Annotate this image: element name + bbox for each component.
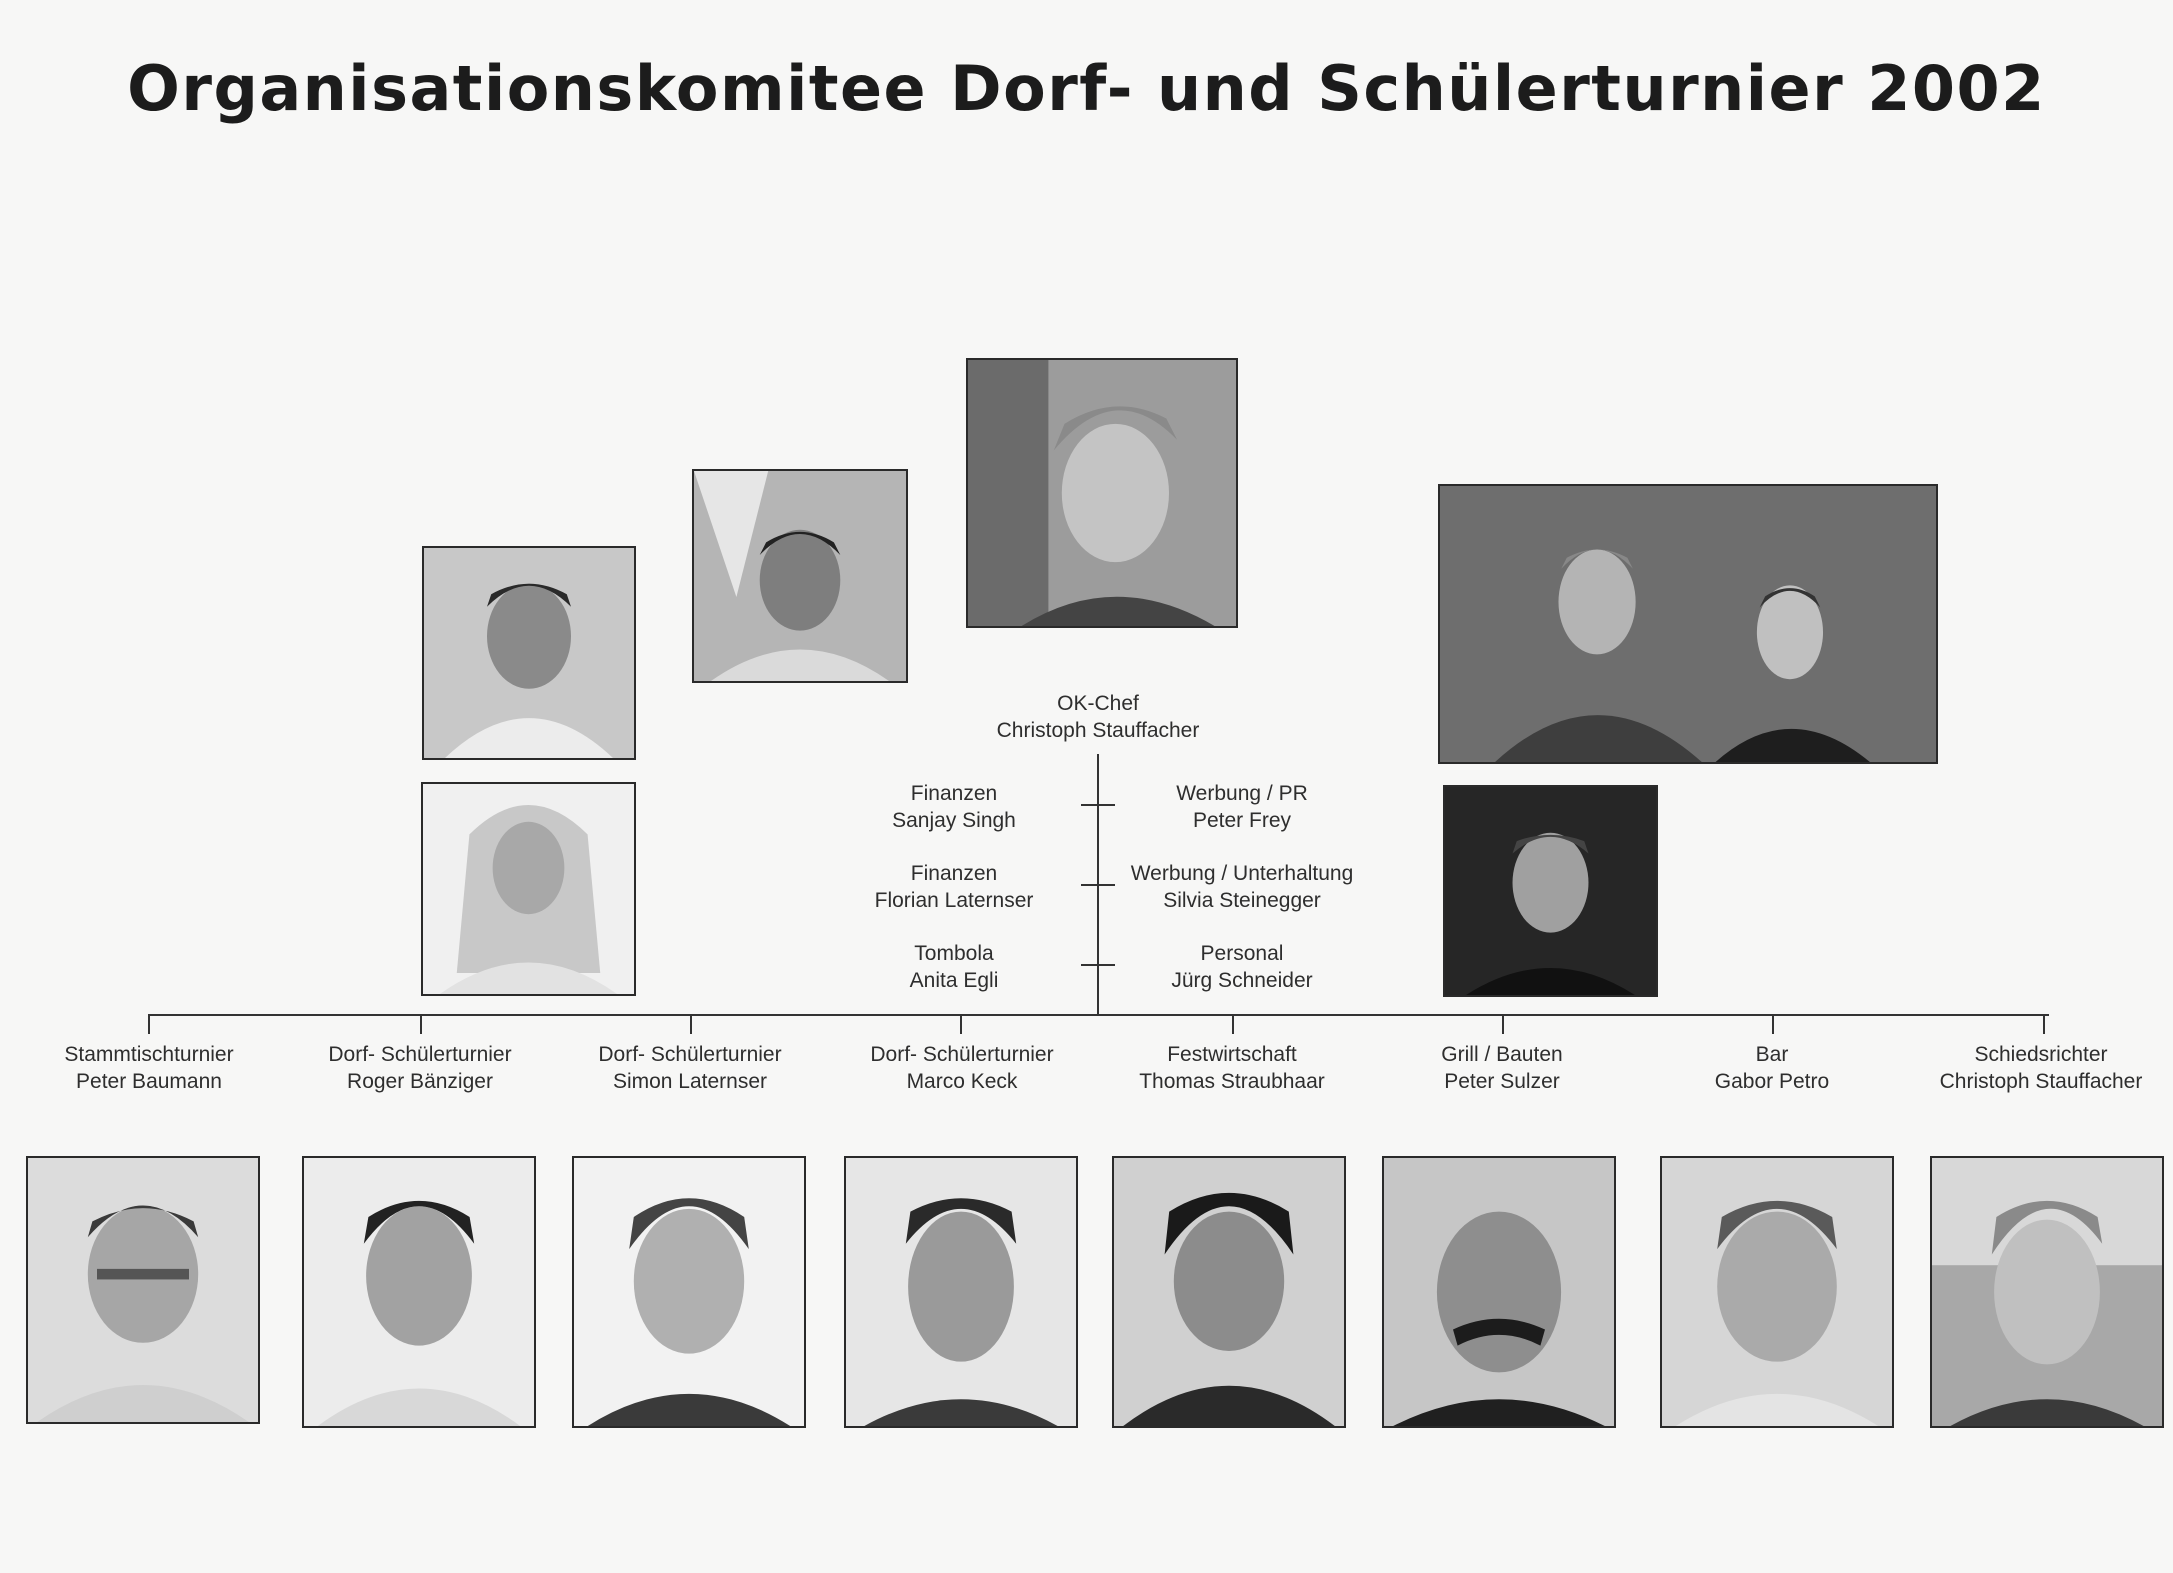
department-drop-line <box>1502 1014 1504 1034</box>
department-label <box>1914 1041 2168 1095</box>
department-drop-line <box>960 1014 962 1034</box>
department-label <box>1652 1041 1892 1095</box>
org-branch-tick <box>1081 884 1115 886</box>
department-name: Thomas Straubhaar <box>1139 1070 1325 1093</box>
org-branch-tick <box>1081 804 1115 806</box>
department-drop-line <box>2043 1014 2045 1034</box>
org-branch-tick <box>1081 964 1115 966</box>
department-label <box>29 1041 269 1095</box>
department-name: Marco Keck <box>906 1070 1018 1093</box>
department-portrait <box>1112 1156 1346 1428</box>
staff-role: Werbung / Unterhaltung <box>1130 862 1354 885</box>
staff-name: Sanjay Singh <box>892 809 1016 832</box>
department-portrait <box>26 1156 260 1424</box>
department-name: Christoph Stauffacher <box>1939 1070 2143 1093</box>
staff-name: Peter Frey <box>1192 809 1292 832</box>
department-label <box>300 1041 540 1095</box>
portrait-photo <box>966 358 1238 628</box>
department-portrait <box>572 1156 806 1428</box>
staff-role: Finanzen <box>910 862 998 885</box>
staff-name: Jürg Schneider <box>1171 969 1313 992</box>
department-name: Gabor Petro <box>1714 1070 1830 1093</box>
staff-name: Anita Egli <box>909 969 999 992</box>
chief-label <box>938 690 1258 744</box>
department-label <box>842 1041 1082 1095</box>
department-name: Peter Sulzer <box>1444 1070 1560 1093</box>
department-drop-line <box>1232 1014 1234 1034</box>
portrait-photo <box>1443 785 1658 997</box>
page-title: Organisationskomitee Dorf- und Schülerturnier 2002 <box>127 52 2046 125</box>
staff-label-right <box>1112 860 1372 914</box>
staff-role: Finanzen <box>910 782 998 805</box>
department-portrait <box>302 1156 536 1428</box>
department-role: Dorf- Schülerturnier <box>870 1043 1054 1066</box>
department-label <box>1382 1041 1622 1095</box>
staff-label-left <box>834 780 1074 834</box>
department-portrait <box>1382 1156 1616 1428</box>
staff-role: Tombola <box>914 942 994 965</box>
department-label <box>570 1041 810 1095</box>
staff-label-right <box>1112 940 1372 994</box>
department-role: Festwirtschaft <box>1167 1043 1297 1066</box>
department-role: Dorf- Schülerturnier <box>598 1043 782 1066</box>
department-name: Roger Bänziger <box>347 1070 493 1093</box>
portrait-photo <box>692 469 908 683</box>
department-role: Bar <box>1755 1043 1789 1066</box>
department-label <box>1112 1041 1352 1095</box>
department-drop-line <box>420 1014 422 1034</box>
chief-name: Christoph Stauffacher <box>996 719 1200 742</box>
department-role: Grill / Bauten <box>1441 1043 1563 1066</box>
department-bar-line <box>148 1014 2049 1016</box>
staff-name: Florian Laternser <box>874 889 1034 912</box>
group-photo <box>1438 484 1938 764</box>
department-role: Dorf- Schülerturnier <box>328 1043 512 1066</box>
staff-role: Werbung / PR <box>1176 782 1308 805</box>
department-drop-line <box>690 1014 692 1034</box>
staff-label-right <box>1112 780 1372 834</box>
department-portrait <box>1930 1156 2164 1428</box>
department-drop-line <box>148 1014 150 1034</box>
portrait-photo <box>421 782 636 996</box>
department-portrait <box>844 1156 1078 1428</box>
portrait-photo <box>422 546 636 760</box>
department-drop-line <box>1772 1014 1774 1034</box>
staff-name: Silvia Steinegger <box>1163 889 1321 912</box>
department-name: Peter Baumann <box>76 1070 222 1093</box>
department-role: Schiedsrichter <box>1974 1043 2108 1066</box>
chief-role: OK-Chef <box>1057 692 1139 715</box>
department-name: Simon Laternser <box>612 1070 768 1093</box>
department-portrait <box>1660 1156 1894 1428</box>
staff-role: Personal <box>1200 942 1284 965</box>
staff-label-left <box>834 860 1074 914</box>
staff-label-left <box>834 940 1074 994</box>
department-role: Stammtischturnier <box>64 1043 234 1066</box>
